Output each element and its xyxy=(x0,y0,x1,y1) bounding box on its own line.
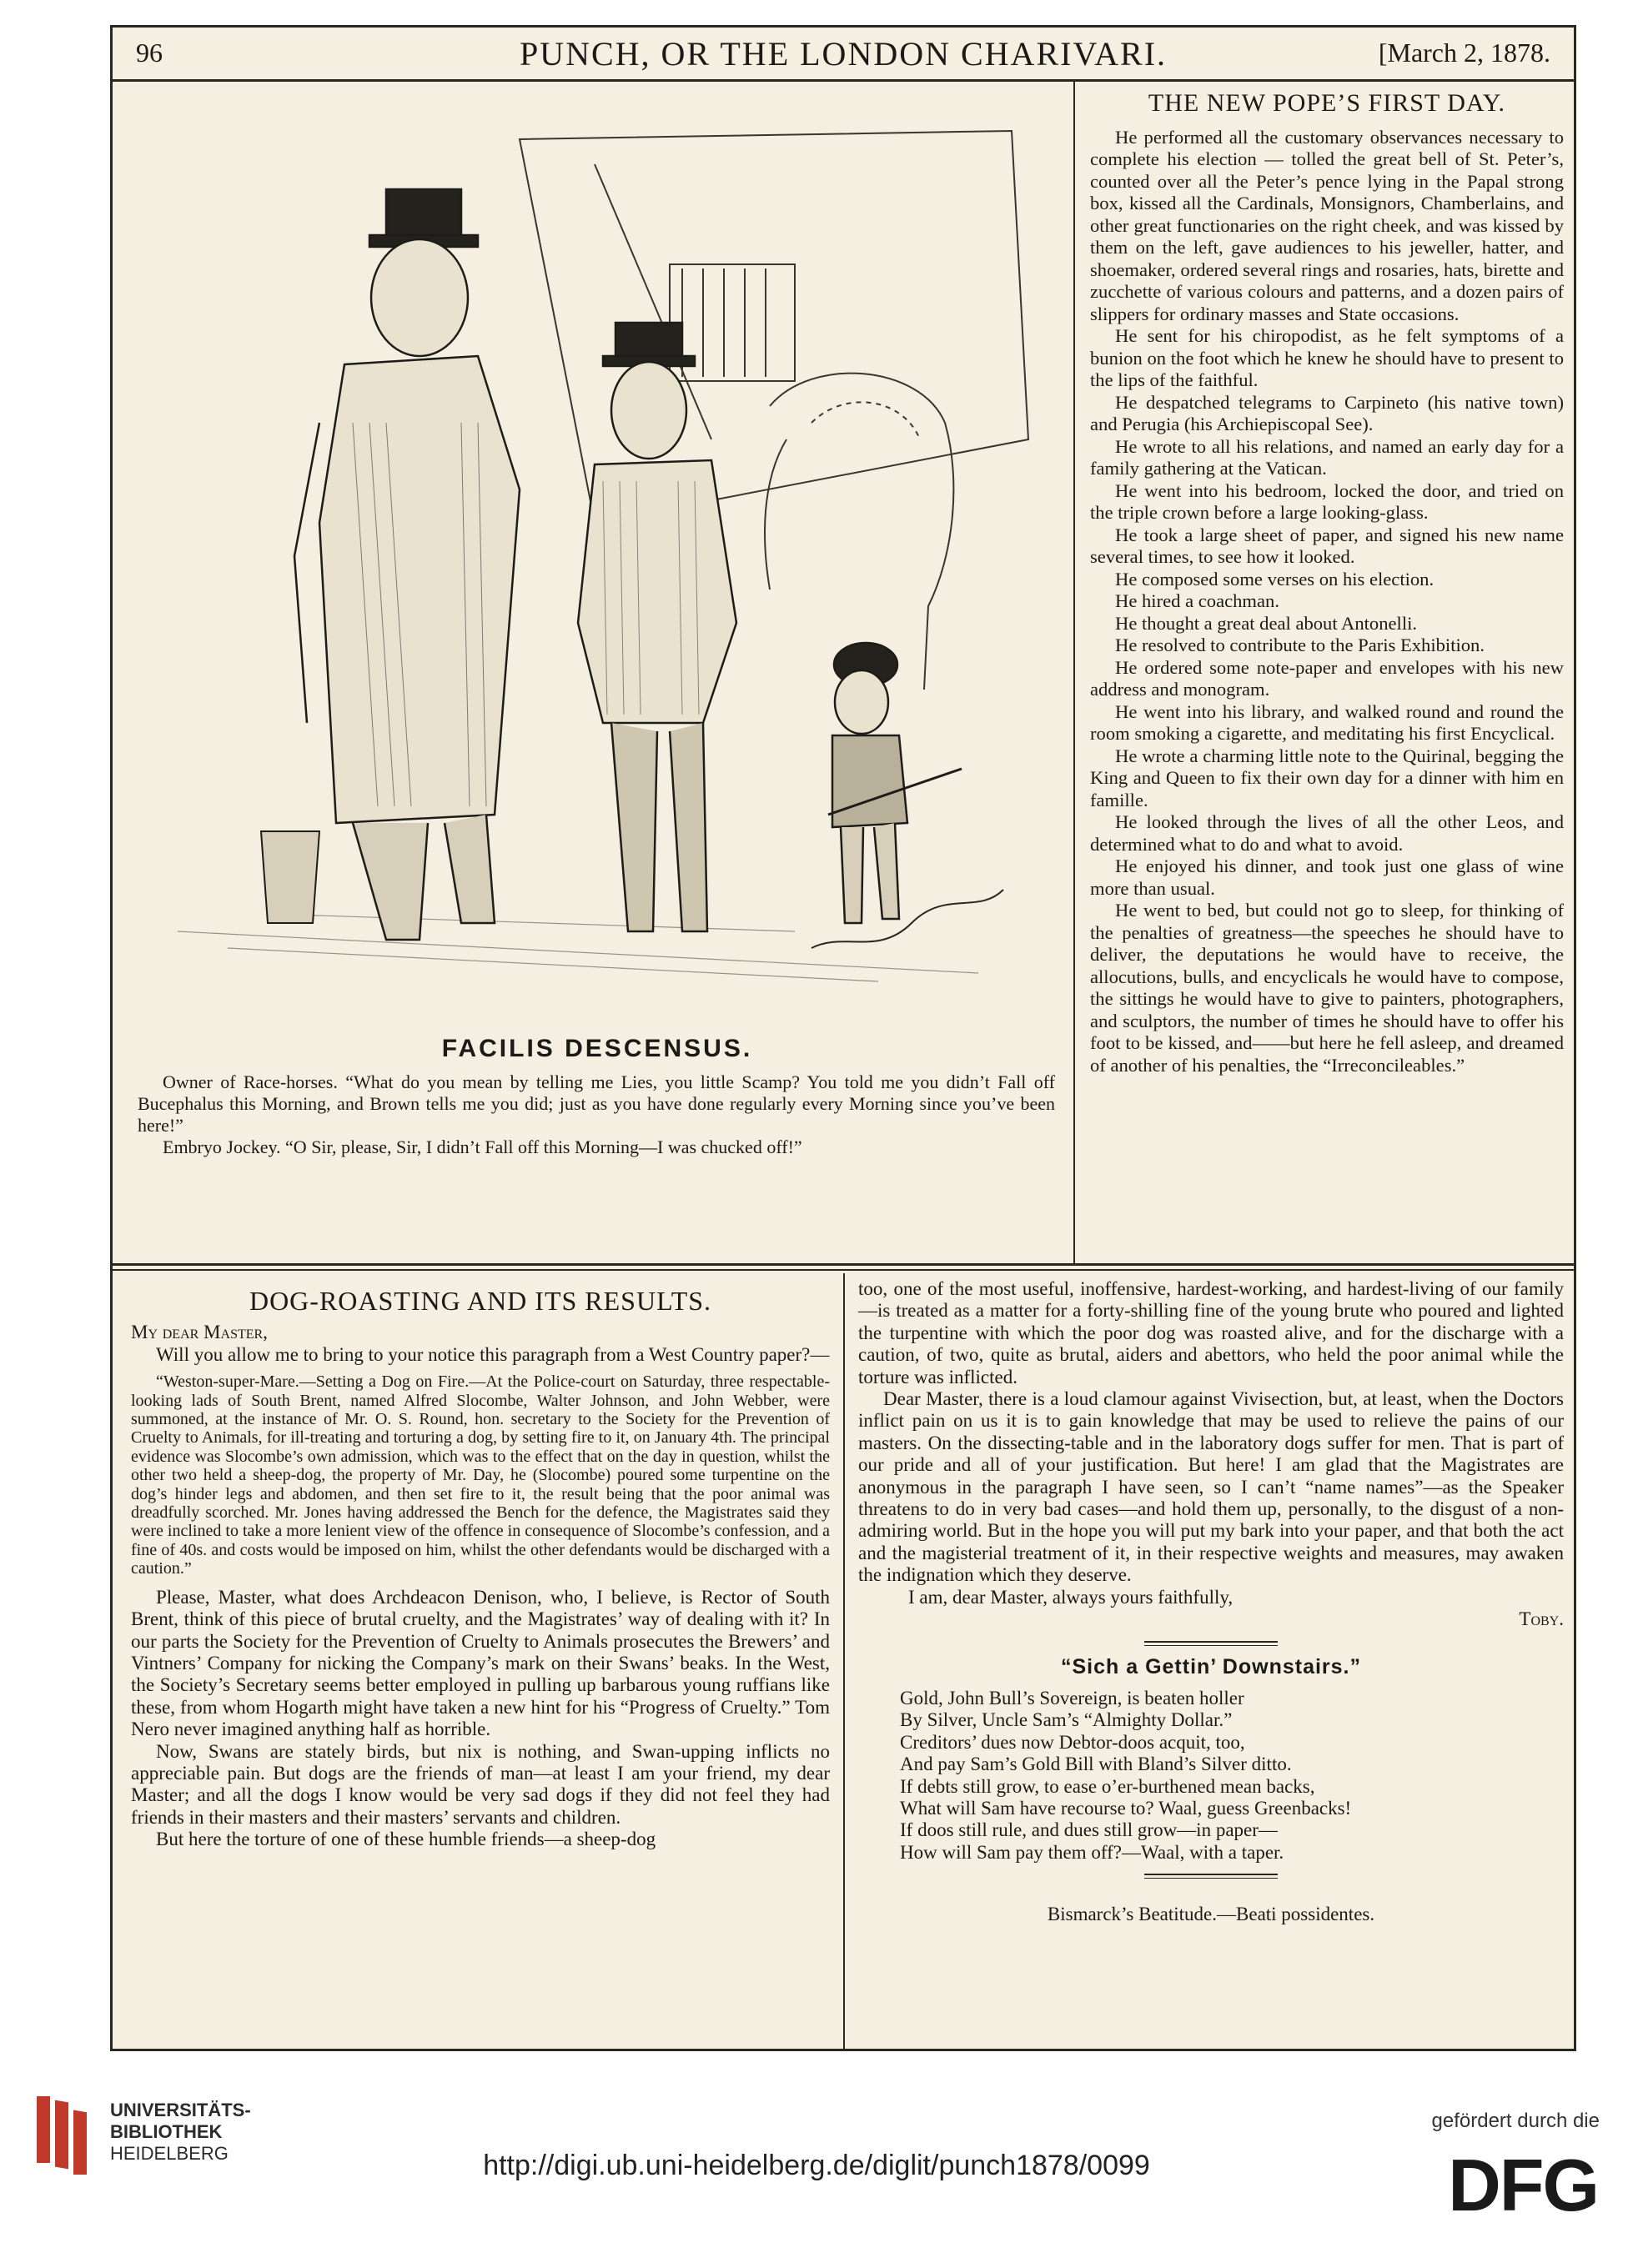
pope-paragraph: He ordered some note-paper and envelopes with his new address and monogram. xyxy=(1090,656,1564,700)
library-name: UNIVERSITÄTS- BIBLIOTHEK HEIDELBERG xyxy=(110,2100,251,2164)
dog-signature: Toby. xyxy=(1519,1608,1564,1630)
pope-paragraph: He thought a great deal about Antonelli. xyxy=(1115,612,1418,634)
pope-paragraph: He composed some verses on his election. xyxy=(1115,568,1435,590)
poem-line: And pay Sam’s Gold Bill with Bland’s Silver ditto. xyxy=(900,1754,1292,1775)
poem-line: By Silver, Uncle Sam’s “Almighty Dollar.” xyxy=(900,1709,1233,1731)
section-divider xyxy=(113,1263,1574,1271)
pope-paragraph: He went to bed, but could not go to sleep, for thinking of the penalties of greatness—the speeches he should have to deliver, the deputations he would have to receive, the allocutions, bulls, and encyclicals he would have to compose, the sittings he would have to give to painters, photographers, and sculptors, the number of times he should have to offer his foot to be kissed, and——but here he fell asleep, and dreamed of another of his penalties, the “Irreconcileables.” xyxy=(1090,900,1564,1076)
poem-line: Creditors’ dues now Debtor-doos acquit, too, xyxy=(900,1731,1245,1753)
dog-intro: Will you allow me to bring to your notice this paragraph from a West Country paper?— xyxy=(156,1343,830,1365)
masthead-title: PUNCH, OR THE LONDON CHARIVARI. xyxy=(519,35,1168,73)
pope-paragraph: He wrote a charming little note to the Quirinal, begging the King and Queen to fix their own day for a dinner with him en famille. xyxy=(1090,745,1564,810)
dog-quote: “Weston-super-Mare.—Setting a Dog on Fire.—At the Police-court on Saturday, three respectable-looking lads of South Brent, named Alfred Slocombe, Walter Johnson, and John Webber, were summoned, at the instance of Mr. O. S. Round, hon. secretary to the Society for the Prevention of Cruelty to Animals, for ill-treating and torturing a dog, by setting fire to it, on January 4th. The principal evidence was Slocombe’s own admission, which was to the effect that on the day in question, whilst the other two held a sheep-dog, the property of Mr. Day, he (Slocombe) poured some turpentine on the dog’s hinder legs and abdomen, and then set fire to it, the result being that the poor animal was dreadfully scorched. Mr. Jones having addressed the Bench for the defence, the Magistrates said they were inclined to take a more lenient view of the offence in consequence of Slocombe’s confession, and a fine of 40s. and costs would be imposed on him, whilst the other defendants would be discharged with a caution.” xyxy=(131,1372,830,1578)
pope-paragraph: He went into his bedroom, locked the door, and tried on the triple crown before a large looking-glass. xyxy=(1090,479,1564,523)
pope-title: THE NEW POPE’S FIRST DAY. xyxy=(1148,89,1506,117)
page-number: 96 xyxy=(136,38,163,68)
page-header xyxy=(113,28,1574,82)
cartoon-title: FACILIS DESCENSUS. xyxy=(441,1035,753,1062)
pope-paragraph: He enjoyed his dinner, and took just one glass of wine more than usual. xyxy=(1090,856,1564,899)
column-rule-top xyxy=(1073,79,1075,1263)
poem-line: If doos still rule, and dues still grow—in paper— xyxy=(900,1819,1278,1841)
pope-paragraph: He resolved to contribute to the Paris Exhibition. xyxy=(1115,635,1485,655)
pope-paragraph: He hired a coachman. xyxy=(1115,590,1279,611)
pope-article xyxy=(1090,89,1564,1076)
bismarck-line: Bismarck’s Beatitude.—Beati possidentes. xyxy=(1047,1904,1375,1925)
pope-paragraph: He performed all the customary observances necessary to complete his election — tolled the great bell of St. Peter’s, counted over all the Peter’s pence lying in the Papal strong box, kissed all the Cardinals, Monsignors, Chamberlains, and other great functionaries on the right cheek, and was kissed by them on the left, gave audiences to his jeweller, hatter, and shoemaker, ordered several rings and rosaries, hats, birette and zucchette of various colours and patterns, and a dozen pairs of slippers for ordinary masses and State occasions. xyxy=(1090,126,1564,324)
poem xyxy=(858,1688,1564,1864)
dog-paragraph-2: Dear Master, there is a loud clamour against Vivisection, but, at least, when the Doctors inflict pain on us it is to gain knowledge that may be used to relieve the pains of our masters. On the dissecting-table and in the laboratory dogs suffer for men. That is part of our pride and all of your justification. But here! I am glad that the Magistrates are anonymous in the paragraph I have seen, so I can’t “name names”—as the Speaker threatens to do in very bad cases—and hold them up, personally, to the disgust of a non-admiring world. But in the hope you will put my bark into your paper, and that both the act and the magisterial treatment of it, in their respective weights and measures, may awaken the indignation which they deserve. xyxy=(858,1388,1564,1586)
short-rule xyxy=(1144,1874,1278,1879)
pope-paragraph: He despatched telegrams to Carpineto (his native town) and Perugia (his Archiepiscopal See). xyxy=(1090,391,1564,434)
source-url-link[interactable]: http://digi.ub.uni-heidelberg.de/diglit/punch1878/0099 xyxy=(483,2150,1150,2181)
dog-title: DOG-ROASTING AND ITS RESULTS. xyxy=(249,1286,712,1316)
poem-line: How will Sam pay them off?—Waal, with a taper. xyxy=(900,1841,1284,1863)
caption-jockey: Embryo Jockey. “O Sir, please, Sir, I didn’t Fall off this Morning—I was chucked off!” xyxy=(163,1137,802,1157)
dog-salutation: My dear Master, xyxy=(131,1322,268,1343)
dog-continued: too, one of the most useful, inoffensive, hardest-working, and hardest-living of our family—is treated as a matter for a forty-shilling fine of the young brute who poured and lighted the turpentine with which the poor dog was roasted alive, and for the discharge with a caution, of two, quite as brutal, aiders and abettors, who held the poor animal while the torture was inflicted. xyxy=(858,1278,1564,1387)
pope-paragraph: He wrote to all his relations, and named an early day for a family gathering at the Vatican. xyxy=(1090,435,1564,479)
poem-line: What will Sam have recourse to? Waal, guess Greenbacks! xyxy=(900,1797,1352,1819)
dog-paragraph: Please, Master, what does Archdeacon Denison, who, I believe, is Rector of South Brent, think of this piece of brutal cruelty, and the Magistrates’ way of dealing with it? In our parts the Society for the Prevention of Cruelty to Animals prosecutes the Brewers’ and Vintners’ Company for nicking the Company’s mark on their Swans’ beaks. In the West, the Society’s Secretary seems better employed in pulling up barbarous young ruffians like these, from whom Hogarth might have taken a new hint for his “Progress of Cruelty.” Tom Nero never imagined anything half as horrible. xyxy=(131,1586,830,1740)
funded-by-text: gefördert durch die xyxy=(1431,2110,1600,2132)
issue-date: [March 2, 1878. xyxy=(1378,38,1550,68)
poem-line: If debts still grow, to ease o’er-burthened mean backs, xyxy=(900,1775,1315,1797)
right-lower-column xyxy=(858,1278,1564,1926)
pope-paragraph: He went into his library, and walked round and round the room smoking a cigarette, and meditating his first Encyclical. xyxy=(1090,700,1564,744)
cartoon-illustration xyxy=(128,89,1067,1031)
dog-paragraph: Now, Swans are stately birds, but nix is nothing, and Swan-upping inflicts no appreciable pain. But dogs are the friends of man—at least I am your friend, my dear Master; and all the dogs I know would be very sad dogs if they did not feel they had friends in their masters and their masters’ servants and children. xyxy=(131,1740,830,1828)
dfg-logo: DFG xyxy=(1448,2144,1598,2226)
caption-owner: Owner of Race-horses. “What do you mean by telling me Lies, you little Scamp? You told me you didn’t Fall off Bucephalus this Morning, and Brown tells me you did; just as you have done regularly every Morning since you’ve been here!” xyxy=(138,1071,1055,1136)
short-rule xyxy=(1144,1641,1278,1646)
pope-paragraph: He sent for his chiropodist, as he felt symptoms of a bunion on the foot which he knew he should have to present to the lips of the faithful. xyxy=(1090,325,1564,390)
pope-paragraph: He looked through the lives of all the other Leos, and determined what to do and what to avoid. xyxy=(1090,811,1564,855)
poem-title: “Sich a Gettin’ Downstairs.” xyxy=(1060,1654,1362,1678)
newspaper-page xyxy=(110,25,1576,2051)
column-rule-bottom xyxy=(843,1273,845,2049)
dog-article xyxy=(131,1278,830,1851)
poem-line: Gold, John Bull’s Sovereign, is beaten holler xyxy=(900,1687,1244,1709)
dog-closing: I am, dear Master, always yours faithfully, xyxy=(908,1586,1234,1608)
pope-paragraph: He took a large sheet of paper, and signed his new name several times, to see how it looked. xyxy=(1090,524,1564,567)
dog-paragraph: But here the torture of one of these humble friends—a sheep-dog xyxy=(156,1829,656,1850)
cartoon-caption xyxy=(138,1071,1055,1158)
